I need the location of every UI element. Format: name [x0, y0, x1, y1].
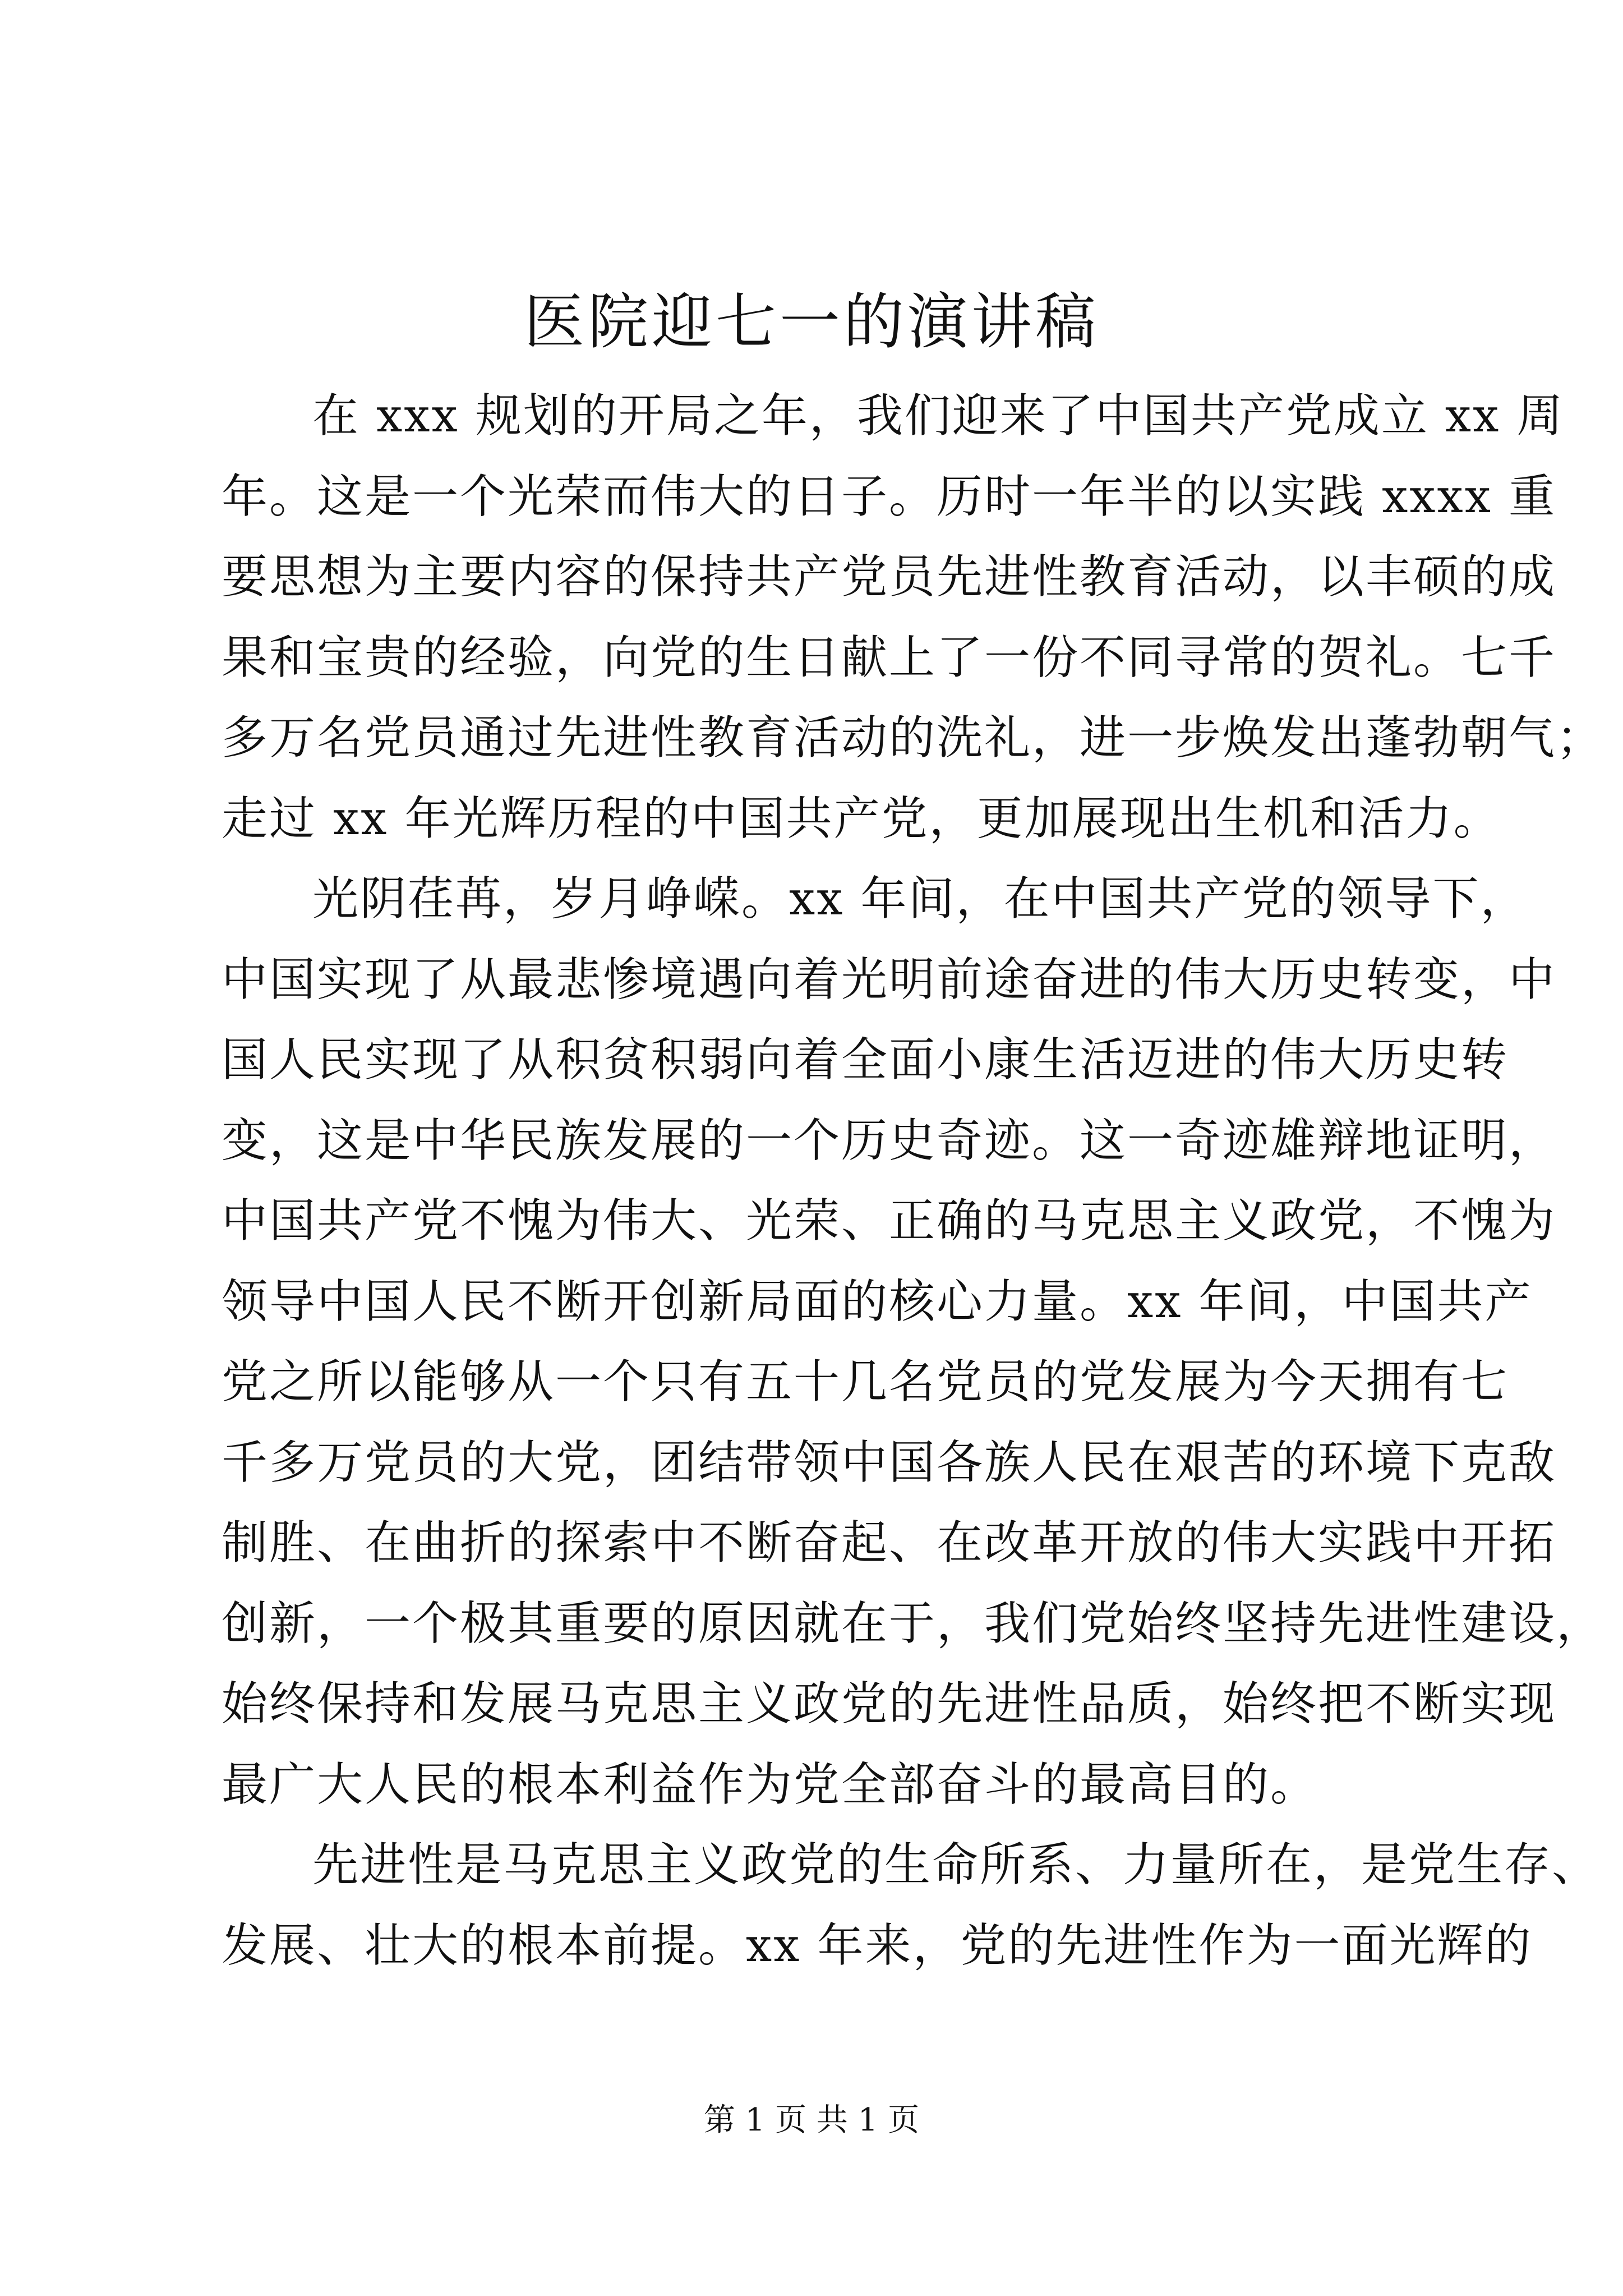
body-line: 领导中国人民不断开创新局面的核心力量。xx 年间，中国共产	[222, 1274, 1533, 1328]
body-line: 在 xxx 规划的开局之年，我们迎来了中国共产党成立 xx 周	[312, 389, 1565, 443]
body-line: 党之所以能够从一个只有五十几名党员的党发展为今天拥有七	[222, 1355, 1509, 1409]
body-line: 要思想为主要内容的保持共产党员先进性教育活动，以丰硕的成	[222, 550, 1557, 604]
body-line: 始终保持和发展马克思主义政党的先进性品质，始终把不断实现	[222, 1677, 1557, 1731]
body-line: 果和宝贵的经验，向党的生日献上了一份不同寻常的贺礼。七千	[222, 631, 1557, 684]
body-line: 变，这是中华民族发展的一个历史奇迹。这一奇迹雄辩地证明，	[222, 1114, 1557, 1167]
body-line: 光阴荏苒，岁月峥嵘。xx 年间，在中国共产党的领导下，	[312, 872, 1528, 926]
body-line: 中国共产党不愧为伟大、光荣、正确的马克思主义政党，不愧为	[222, 1194, 1557, 1248]
document-title: 医院迎七一的演讲稿	[523, 287, 1099, 357]
body-line: 中国实现了从最悲惨境遇向着光明前途奋进的伟大历史转变，中	[222, 953, 1557, 1006]
body-line: 千多万党员的大党，团结带领中国各族人民在艰苦的环境下克敌	[222, 1435, 1557, 1489]
body-line: 创新，一个极其重要的原因就在于，我们党始终坚持先进性建设，	[222, 1596, 1604, 1650]
body-line: 走过 xx 年光辉历程的中国共产党，更加展现出生机和活力。	[222, 792, 1501, 845]
body-line: 最广大人民的根本利益作为党全部奋斗的最高目的。	[222, 1757, 1318, 1811]
body-line: 制胜、在曲折的探索中不断奋起、在改革开放的伟大实践中开拓	[222, 1516, 1557, 1570]
body-line: 发展、壮大的根本前提。xx 年来，党的先进性作为一面光辉的	[222, 1918, 1533, 1972]
page-footer: 第 1 页 共 1 页	[703, 2102, 920, 2138]
body-line: 先进性是马克思主义政党的生命所系、力量所在，是党生存、	[312, 1838, 1600, 1892]
body-line: 国人民实现了从积贫积弱向着全面小康生活迈进的伟大历史转	[222, 1033, 1509, 1087]
body-line: 年。这是一个光荣而伟大的日子。历时一年半的以实践 xxxx 重	[222, 470, 1557, 523]
document-body	[222, 376, 1604, 1986]
body-line: 多万名党员通过先进性教育活动的洗礼，进一步焕发出蓬勃朝气；	[222, 711, 1604, 765]
